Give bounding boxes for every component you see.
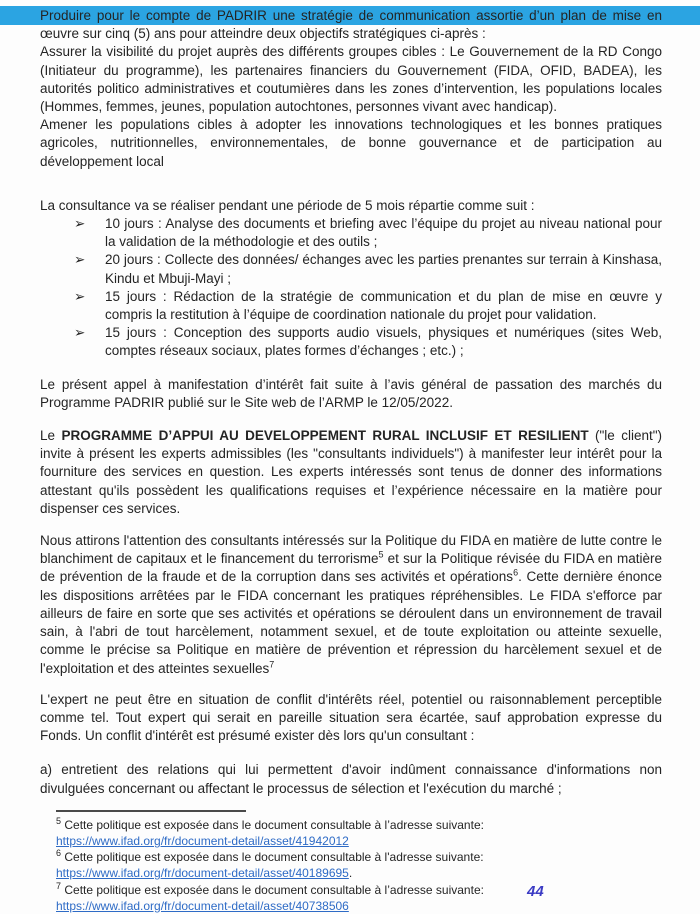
footnote-link[interactable]: https://www.ifad.org/fr/document-detail/asset/40189695 xyxy=(56,866,349,881)
footnote-reference: 7 xyxy=(269,659,275,669)
paragraph-ifad-policies xyxy=(40,532,662,678)
footnote-reference: 6 xyxy=(513,567,519,578)
text-run: a) entretient des relations qui lui permettent d'avoir indûment connaissance d'informations non divulguées concernant ou affectant le processus de sélection et l'exécution du marché ; xyxy=(40,762,662,796)
text-run: Assurer la visibilité du projet auprès des différents groupes cibles : Le Gouvernement de la RD Congo (Initiateur du programme), les partenaires financiers du Gouvernement (FIDA, OFID, BADEA), les autorités politico administratives et coutumières dans les zones d’intervention, les populations locales (Hommes, femmes, jeunes, population autochtones, personnes vivant avec handicap). xyxy=(40,44,662,115)
text-run: Le présent appel à manifestation d’intérêt fait suite à l’avis général de passation des marchés du Programme PADRIR publié sur le Site web de l’ARMP le 12/05/2022. xyxy=(40,376,662,410)
paragraph-objective-produce xyxy=(40,7,662,43)
paragraph-call-for-interest xyxy=(40,376,662,412)
footnote-6 xyxy=(56,849,662,881)
text-run: L'expert ne peut être en situation de conflit d'intérêts réel, potentiel ou raisonnablement perceptible comme tel. Tout expert qui serait en pareille situation sera écartée, sauf approbation expresse du Fonds. Un conflit d'intérêt est présumé exister dès lors qu'un consultant : xyxy=(40,691,662,744)
bullet-text xyxy=(105,288,662,324)
footnote-marker: 7 xyxy=(56,880,62,891)
arrow-bullet-icon: ➢ xyxy=(74,288,86,304)
text-run: La consultance va se réaliser pendant une période de 5 mois répartie comme suit : xyxy=(40,197,535,213)
text-run: ("le client") invite à présent les experts admissibles (les "consultants individuels") à manifester leur intérêt pour la fourniture des services en question. Les experts intéressés sont tenus de donner des informations attestant qu'ils possèdent les qualifications requises et l’expérience nécessaire en la matière pour dispenser ces services. xyxy=(40,428,662,516)
arrow-bullet-icon: ➢ xyxy=(74,325,86,341)
text-run: 15 jours : Conception des supports audio visuels, physiques et numériques (sites Web, comptes réseaux sociaux, plates formes d’échanges ; etc.) ; xyxy=(105,325,662,359)
arrow-bullet-icon: ➢ xyxy=(74,252,86,268)
bullet-text xyxy=(105,251,662,287)
footnote-marker: 6 xyxy=(56,848,62,859)
page-number: 44 xyxy=(527,883,544,900)
text-run: Produire pour le compte de PADRIR une stratégie de communication assortie d’un plan de mise en œuvre sur cinq (5) ans pour atteindre deux objectifs stratégiques ci-après : xyxy=(40,8,662,42)
text-run: et sur la Politique révisée du FIDA en matière de prévention de la fraude et de la corruption dans ses activités et opérations xyxy=(40,551,662,585)
footnote-reference: 5 xyxy=(378,549,384,560)
footnote-7 xyxy=(56,882,662,914)
bullet-text xyxy=(105,215,662,251)
bullet-item xyxy=(40,251,662,287)
footnote-link[interactable]: https://www.ifad.org/fr/document-detail/asset/41942012 xyxy=(56,833,349,848)
bullet-item xyxy=(40,215,662,251)
footnote-marker: 5 xyxy=(56,815,62,826)
consultancy-phases-list xyxy=(40,215,662,361)
paragraph-objective-visibility xyxy=(40,43,662,116)
footnote-text: Cette politique est exposée dans le document consultable à l’adresse suivante: xyxy=(61,882,484,897)
text-run: . Cette dernière énonce les dispositions arrêtées par le FIDA concernant les pratiques répréhensibles. Le FIDA s'efforce par ailleurs de faire en sorte que ses activités et opérations se déroulent dans un environnement de travail sain, à l'abri de tout harcèlement, notamment sexuel, et de toute exploitation ou atteinte sexuelle, comme le précise sa Politique en matière de prévention et répression du harcèlement sexuel et de l'exploitation et des atteintes sexuelles xyxy=(40,569,662,676)
text-run: 15 jours : Rédaction de la stratégie de communication et du plan de mise en œuvre y compris la restitution à l’équipe de coordination nationale du projet pour validation. xyxy=(105,288,662,323)
paragraph-conflict-of-interest xyxy=(40,691,662,746)
bullet-item xyxy=(40,288,662,324)
text-run: Nous attirons l'attention des consultants intéressés sur la Politique du FIDA en matière de lutte contre le blanchiment de capitaux et le financement du terrorisme xyxy=(40,533,662,567)
text-run: Amener les populations cibles à adopter les innovations technologiques et les bonnes pratiques agricoles, nutritionnelles, environnementales, de bonne gouvernance et de participation au développement local xyxy=(40,117,662,169)
footnote-text: Cette politique est exposée dans le document consultable à l'adresse suivante: xyxy=(61,850,484,865)
paragraph-objective-adoption xyxy=(40,116,662,171)
paragraph-conflict-case-a xyxy=(40,761,662,797)
paragraph-consultancy-period xyxy=(40,197,662,215)
document-content xyxy=(40,7,662,914)
paragraph-program-invitation xyxy=(40,427,662,518)
footnotes-section xyxy=(56,817,662,914)
text-run: 10 jours : Analyse des documents et briefing avec l’équipe du projet au niveau national pour la validation de la méthodologie et des outils ; xyxy=(105,216,662,250)
footnote-text: Cette politique est exposée dans le document consultable à l’adresse suivante: xyxy=(61,817,484,832)
footnote-link[interactable]: https://www.ifad.org/fr/document-detail/asset/40738506 xyxy=(56,898,349,913)
footnote-link-suffix: . xyxy=(348,866,353,881)
text-run: PROGRAMME D’APPUI AU DEVELOPPEMENT RURAL INCLUSIF ET RESILIENT xyxy=(61,428,589,444)
text-run: 20 jours : Collecte des données/ échanges avec les parties prenantes sur terrain à Kinshasa, Kindu et Mbuji-Mayi ; xyxy=(105,252,662,286)
text-run: Le xyxy=(40,428,62,444)
footnote-5 xyxy=(56,817,662,849)
bullet-text xyxy=(105,324,662,360)
footnote-separator xyxy=(56,810,246,812)
bullet-item xyxy=(40,324,662,360)
arrow-bullet-icon: ➢ xyxy=(74,216,86,232)
